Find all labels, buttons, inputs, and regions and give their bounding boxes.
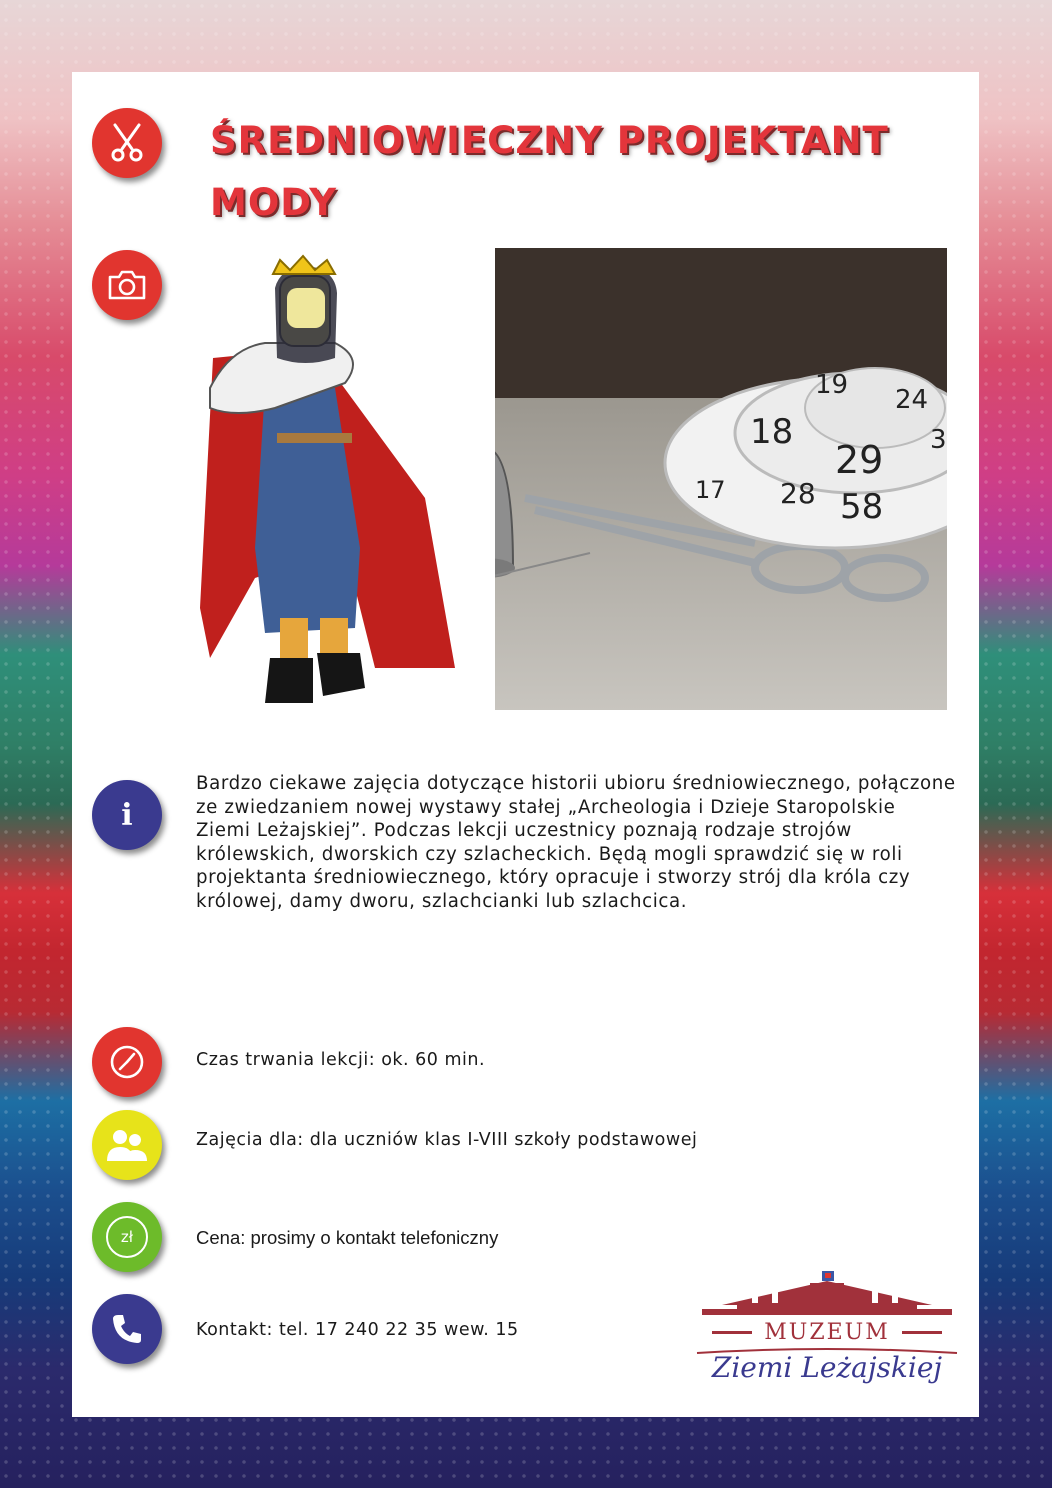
duration-text: Czas trwania lekcji: ok. 60 min. bbox=[196, 1050, 486, 1070]
title-line-1: ŚREDNIOWIECZNY PROJEKTANT bbox=[210, 119, 889, 162]
flyer-card bbox=[72, 72, 979, 1417]
tape-number-1: 19 bbox=[815, 370, 849, 400]
tape-number-7: 17 bbox=[695, 476, 726, 504]
currency-icon bbox=[92, 1202, 162, 1272]
scissors-icon bbox=[92, 108, 162, 178]
audience-text: Zajęcia dla: dla uczniów klas I-VIII szkoły podstawowej bbox=[196, 1130, 698, 1150]
tape-number-5: 28 bbox=[780, 477, 816, 510]
tape-number-8: 3 bbox=[930, 425, 947, 455]
price-text: Cena: prosimy o kontakt telefoniczny bbox=[196, 1227, 499, 1248]
info-icon-glyph: i bbox=[121, 797, 133, 833]
tape-number-2: 18 bbox=[750, 412, 794, 452]
clock-icon bbox=[92, 1027, 162, 1097]
king-figure bbox=[195, 248, 495, 710]
contact-text: Kontakt: tel. 17 240 22 35 wew. 15 bbox=[196, 1320, 519, 1340]
museum-logo bbox=[682, 1257, 972, 1407]
logo-line-2: Ziemi Leżajskiej bbox=[711, 1351, 943, 1384]
tape-number-6: 58 bbox=[840, 487, 884, 527]
camera-icon bbox=[92, 250, 162, 320]
main-photo bbox=[195, 248, 947, 710]
info-icon bbox=[92, 780, 162, 850]
description: Bardzo ciekawe zajęcia dotyczące historii ubioru średniowiecznego, połączone ze zwiedzaniem nowej wystawy stałej „Archeologia i Dzieje Staropolskie Ziemi Leżajskiej”. Podczas lekcji uczestnicy poznają rodzaje strojów królewskich, dworskich czy szlacheckich. Będą mogli sprawdzić się w roli projektanta średniowiecznego, który opracuje i stworzy strój dla króla czy królowej, damy dworu, szlachcianki lub szlachcica. bbox=[196, 773, 956, 912]
people-icon bbox=[92, 1110, 162, 1180]
page-title bbox=[210, 110, 930, 234]
logo-line-1: MUZEUM bbox=[764, 1320, 890, 1345]
title-line-2: MODY bbox=[210, 181, 338, 224]
currency-glyph: zł bbox=[120, 1228, 134, 1246]
tape-number-3: 24 bbox=[895, 385, 929, 415]
tape-number-4: 29 bbox=[835, 438, 884, 482]
phone-icon bbox=[92, 1294, 162, 1364]
